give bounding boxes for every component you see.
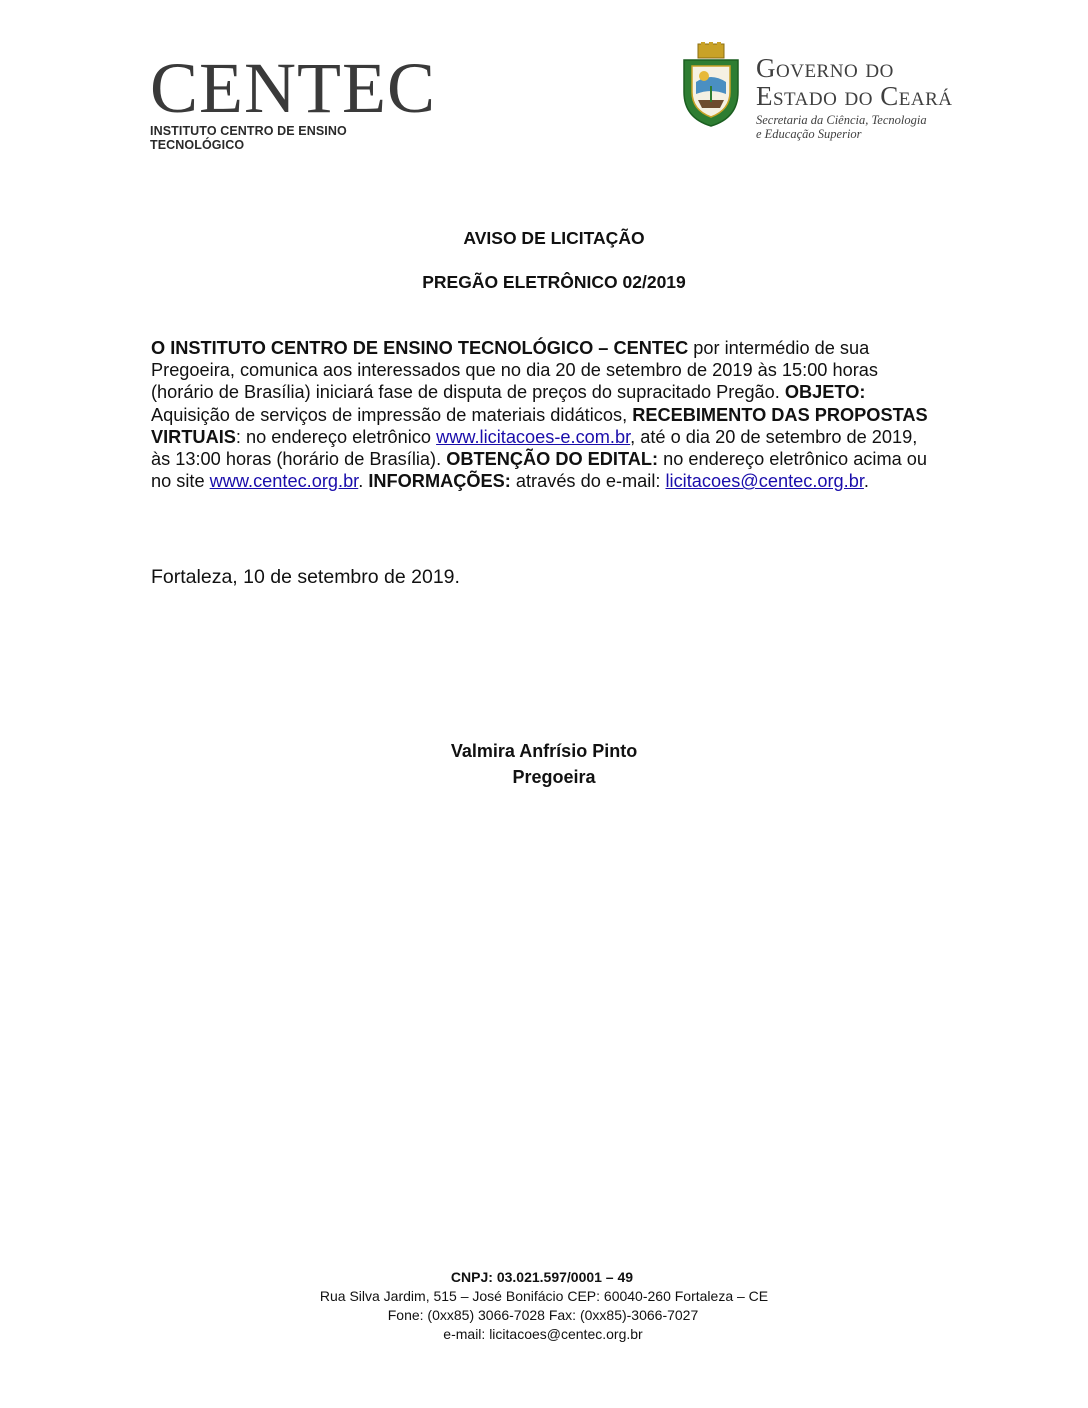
date-line: Fortaleza, 10 de setembro de 2019. <box>151 566 460 588</box>
footer-phone: Fone: (0xx85) 3066-7028 Fax: (0xx85)-3066-7027 <box>387 1307 699 1323</box>
body-text-intro: por intermédio de sua Pregoeira, comunica aos interessados que no dia 20 de setembro de 2019 às 15:00 horas (horário de Brasília) iniciará fase de disputa de preços do supracitado Pregão. <box>151 338 878 403</box>
notice-body <box>151 337 941 492</box>
email-link[interactable]: licitacoes@centec.org.br <box>665 471 864 492</box>
objeto-text: Aquisição de serviços de impressão de materiais didáticos, <box>151 404 633 425</box>
signatory-name: Valmira Anfrísio Pinto <box>450 741 638 761</box>
centec-logo-subtitle: INSTITUTO CENTRO DE ENSINO TECNOLÓGICO <box>150 124 347 152</box>
governo-logo <box>680 42 980 152</box>
document-subtitle: PREGÃO ELETRÔNICO 02/2019 <box>422 272 686 292</box>
info-text: através do e-mail: <box>510 471 666 492</box>
period-text: . <box>358 471 369 492</box>
centec-site-link[interactable]: www.centec.org.br <box>209 471 359 492</box>
governo-line: Governo do <box>756 53 894 83</box>
footer-address: Rua Silva Jardim, 515 – José Bonifácio CEP: 60040-260 Fortaleza – CE <box>319 1288 769 1304</box>
institution-name: O INSTITUTO CENTRO DE ENSINO TECNOLÓGICO – CENTEC <box>151 338 689 358</box>
ceara-coat-of-arms-icon <box>680 42 742 128</box>
centec-logo-text: CENTEC <box>150 48 436 128</box>
document-title: AVISO DE LICITAÇÃO <box>463 228 645 248</box>
footer-email: e-mail: licitacoes@centec.org.br <box>443 1326 643 1342</box>
secretariat-line-2: e Educação Superior <box>756 127 862 141</box>
page-footer <box>0 1268 1088 1344</box>
centec-logo <box>150 48 436 152</box>
edital-text: no endereço eletrônico acima ou no site <box>151 449 927 492</box>
objeto-label: OBJETO: <box>784 382 866 403</box>
info-label: INFORMAÇÕES: <box>368 471 511 492</box>
recebimento-text: : no endereço eletrônico <box>235 426 437 447</box>
signatory-role: Pregoeira <box>512 767 596 787</box>
secretariat-line-1: Secretaria da Ciência, Tecnologia <box>756 113 927 127</box>
recebimento-text-2: , até o dia 20 de setembro de 2019, às 13:00 horas (horário de Brasília). <box>151 426 918 470</box>
end-text: . <box>863 471 869 492</box>
edital-label: OBTENÇÃO DO EDITAL: <box>446 449 659 470</box>
recebimento-label: RECEBIMENTO DAS PROPOSTAS VIRTUAIS <box>151 404 928 447</box>
footer-cnpj: CNPJ: 03.021.597/0001 – 49 <box>450 1269 634 1285</box>
estado-line: Estado do Ceará <box>756 81 953 111</box>
licitacoes-e-link[interactable]: www.licitacoes-e.com.br <box>436 426 631 447</box>
